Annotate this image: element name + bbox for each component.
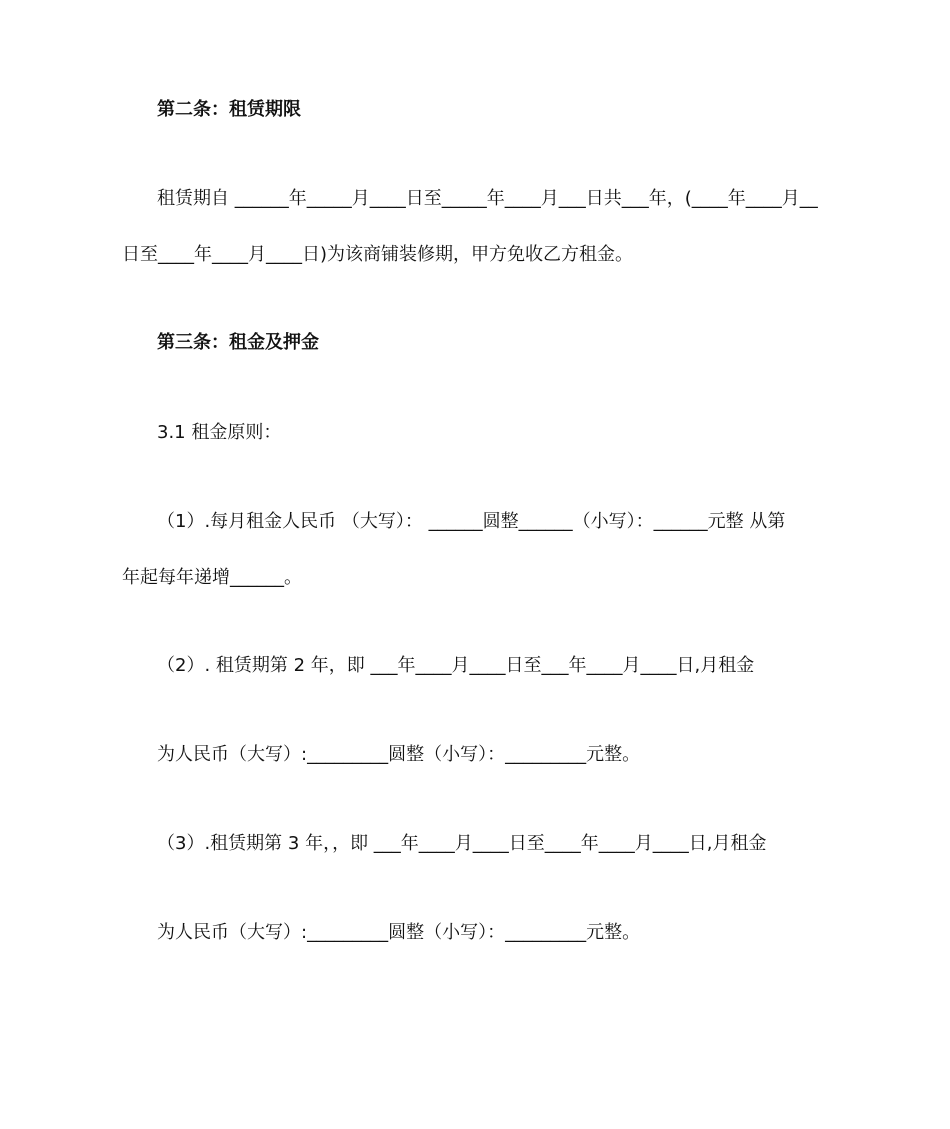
article-3-heading: 第三条：租金及押金 [157,332,319,353]
rent-principle-heading: 3.1 租金原则： [157,422,282,443]
rent-item-1-line-2: 年起每年递增______。 [122,567,302,588]
rent-item-2-line-1: （2）. 租赁期第 2 年，即 ___年____月____日至___年____月____日,月租金 [157,655,755,676]
lease-period-text-line-1: 租赁期自 ______年_____月____日至_____年____月___日共___年，(____年____月__ [157,188,818,209]
rent-item-1-line-1: （1）.每月租金人民币 （大写）： ______圆整______（小写）：______元整 从第 [157,511,786,532]
rent-item-3-line-1: （3）.租赁期第 3 年，，即 ___年____月____日至____年____月____日,月租金 [157,833,767,854]
rent-item-2-line-2: 为人民币（大写）:_________圆整（小写）：_________元整。 [157,744,641,765]
rent-item-3-line-2: 为人民币（大写）:_________圆整（小写）：_________元整。 [157,922,641,943]
lease-period-text-line-2: 日至____年____月____日)为该商铺装修期，甲方免收乙方租金。 [122,244,634,265]
article-2-heading: 第二条：租赁期限 [157,99,301,120]
